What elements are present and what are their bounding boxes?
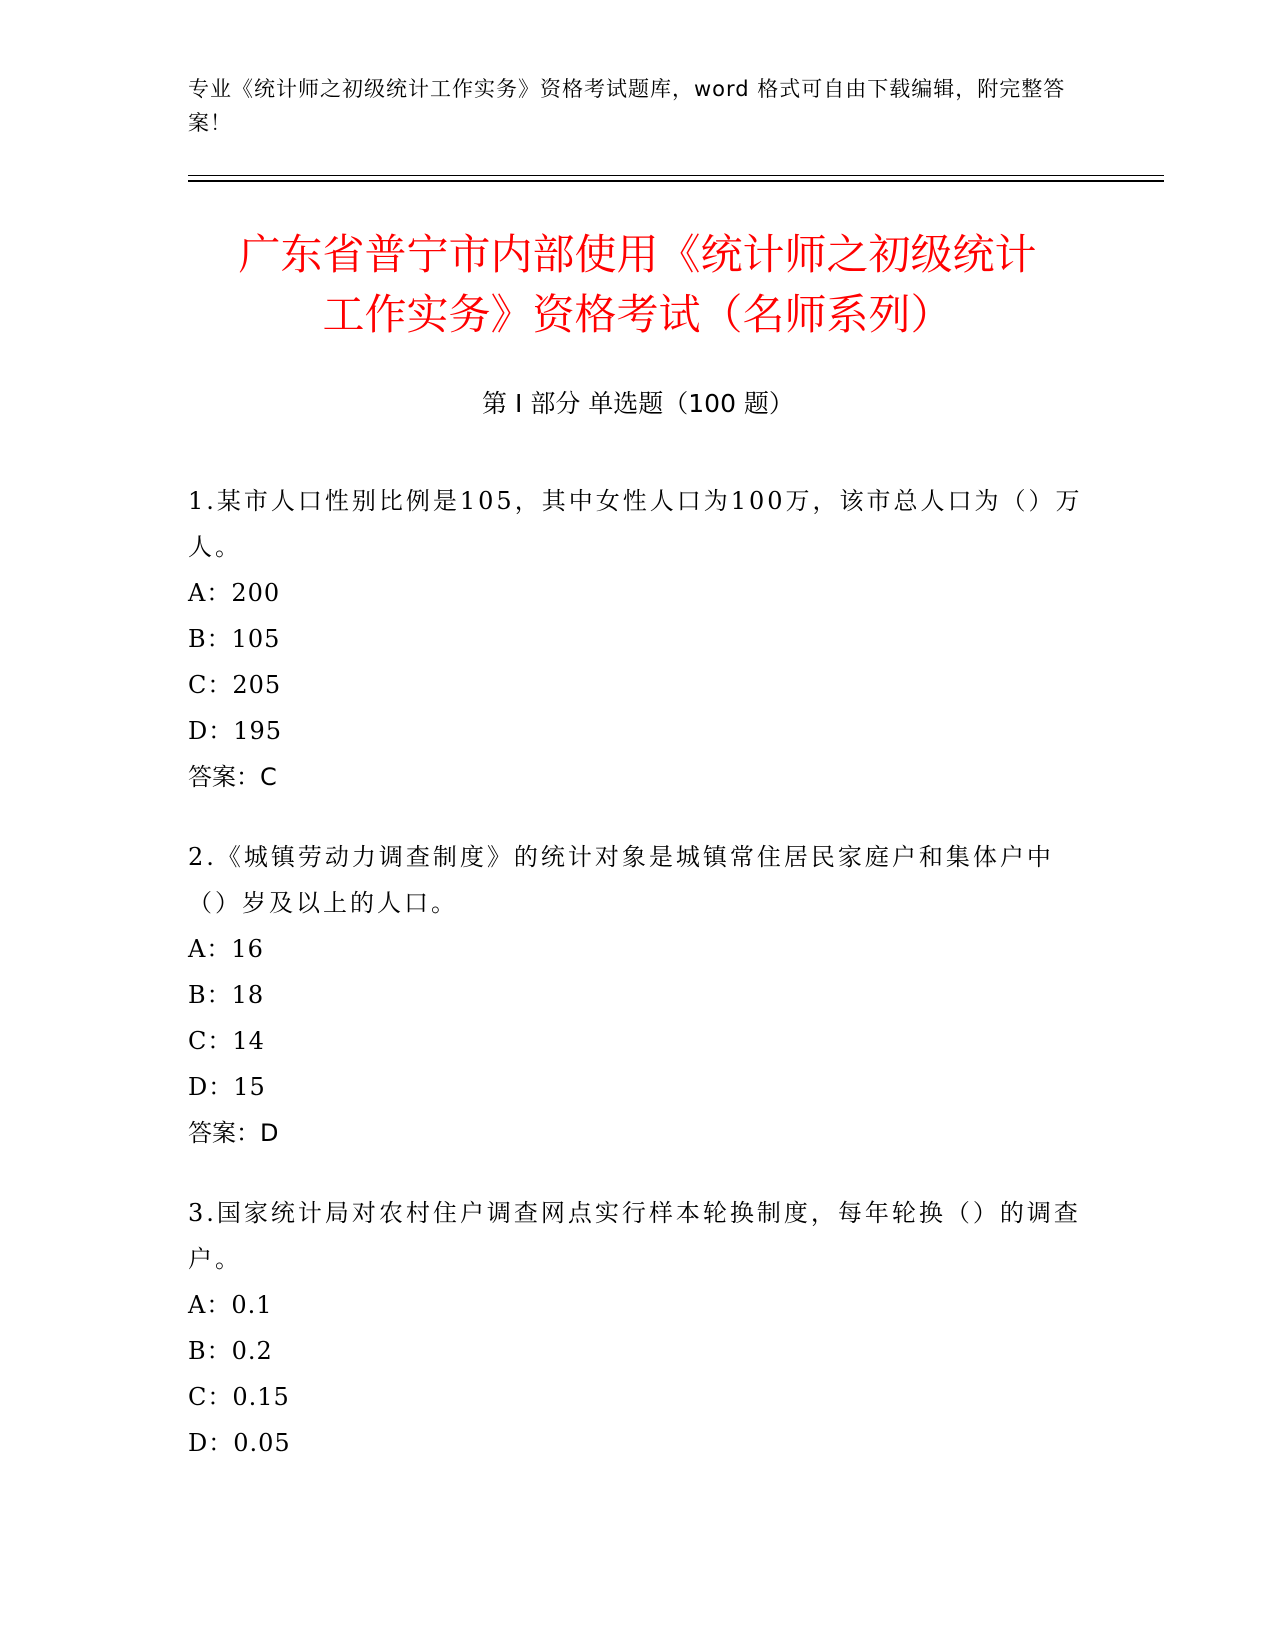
- answer: 答案：D: [188, 1119, 279, 1147]
- question-1: [188, 478, 1083, 800]
- option-b: B：18: [188, 981, 265, 1009]
- question-2: [188, 834, 1083, 1156]
- document-title: [150, 225, 1125, 345]
- question-3: [188, 1190, 1083, 1466]
- option-b: B：0.2: [188, 1337, 273, 1365]
- option-a: A：16: [188, 935, 264, 963]
- question-stem: 1.某市人口性别比例是105，其中女性人口为100万，该市总人口为（）万人。: [188, 487, 1083, 561]
- option-b: B：105: [188, 625, 281, 653]
- option-d: D：15: [188, 1073, 266, 1101]
- option-c: C：0.15: [188, 1383, 290, 1411]
- header-note: 专业《统计师之初级统计工作实务》资格考试题库，word 格式可自由下载编辑，附完整答案！: [188, 77, 1066, 135]
- header-divider-thick: [188, 180, 1164, 182]
- option-d: D：195: [188, 717, 283, 745]
- option-c: C：205: [188, 671, 282, 699]
- header-divider-thin: [188, 175, 1164, 176]
- question-stem: 3.国家统计局对农村住户调查网点实行样本轮换制度，每年轮换（）的调查户。: [188, 1199, 1081, 1273]
- question-list: [188, 478, 1083, 1500]
- question-stem: 2.《城镇劳动力调查制度》的统计对象是城镇常住居民家庭户和集体户中（）岁及以上的人口。: [188, 843, 1054, 917]
- option-a: A：0.1: [188, 1291, 273, 1319]
- section-title: 第 I 部分 单选题（100 题）: [482, 389, 794, 418]
- document-title-line-2: 工作实务》资格考试（名师系列）: [322, 290, 953, 339]
- option-c: C：14: [188, 1027, 265, 1055]
- option-d: D：0.05: [188, 1429, 291, 1457]
- answer: 答案：C: [188, 763, 277, 791]
- document-title-line-1: 广东省普宁市内部使用《统计师之初级统计: [238, 230, 1037, 279]
- option-a: A：200: [188, 579, 281, 607]
